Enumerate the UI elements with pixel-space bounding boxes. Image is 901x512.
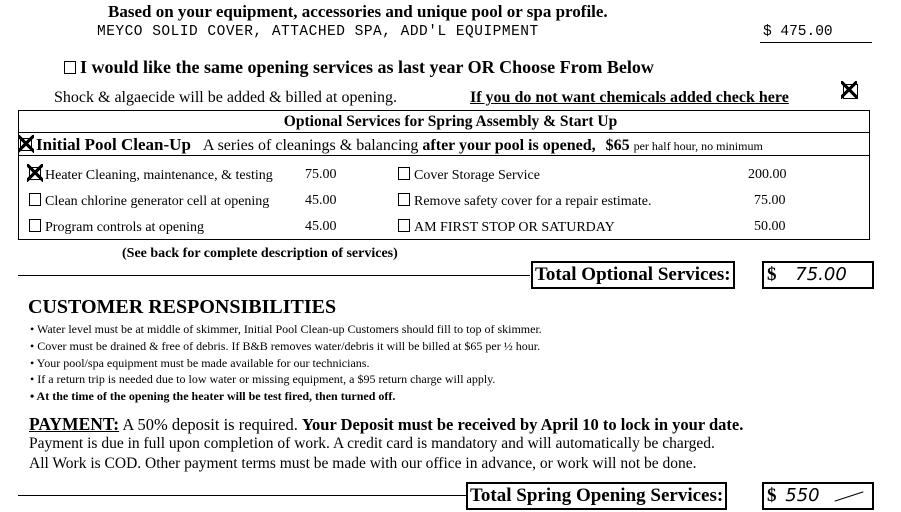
- same-services-row: [64, 57, 654, 78]
- service-item-am-first: [398, 219, 615, 236]
- responsibilities-title: CUSTOMER RESPONSIBILITIES: [28, 296, 337, 318]
- service-label: Heater Cleaning, maintenance, & testing: [45, 168, 273, 183]
- service-price: 45.00: [305, 193, 337, 208]
- service-price: 75.00: [305, 167, 337, 182]
- equipment-line: MEYCO SOLID COVER, ATTACHED SPA, ADD'L EQUIPMENT: [97, 24, 539, 40]
- or-label: OR: [467, 57, 495, 77]
- choose-label: Choose From Below: [499, 57, 654, 77]
- responsibility-item: • Water level must be at middle of skimmer, Initial Pool Clean-up Customers should fill to top of skimmer.: [30, 322, 542, 336]
- cleanup-note: per half hour, no minimum: [633, 139, 763, 153]
- payment-line-3: All Work is COD. Other payment terms must be made with our office in advance, or work will not be done.: [29, 455, 697, 472]
- service-price: 45.00: [305, 219, 337, 234]
- total-spring-prefix: $: [767, 485, 777, 506]
- payment-label: PAYMENT:: [29, 414, 120, 434]
- payment-deadline: Your Deposit must be received by April 10 to lock in your date.: [301, 415, 744, 434]
- service-price: 200.00: [748, 167, 787, 182]
- chemicals-optout-checkbox[interactable]: [843, 84, 862, 103]
- chemicals-text: Shock & algaecide will be added & billed at opening.: [54, 89, 398, 106]
- same-services-checkbox[interactable]: [64, 61, 76, 74]
- service-item-heater: [29, 167, 273, 184]
- service-label: Program controls at opening: [45, 220, 205, 235]
- cleanup-title: Initial Pool Clean-Up: [36, 135, 191, 154]
- total-spring-label: Total Spring Opening Services:: [466, 482, 727, 510]
- responsibility-item: • At the time of the opening the heater will be test fired, then turned off.: [30, 389, 396, 404]
- service-label: Clean chlorine generator cell at opening: [45, 194, 270, 209]
- total-optional-field[interactable]: [762, 261, 874, 289]
- total-spring-field[interactable]: [762, 482, 874, 510]
- service-label: Cover Storage Service: [414, 168, 540, 183]
- handwritten-dash: [835, 491, 864, 501]
- total-optional-value: 75.00: [795, 264, 847, 285]
- safety-cover-checkbox[interactable]: [398, 193, 410, 206]
- chlorine-checkbox[interactable]: [29, 193, 41, 206]
- responsibility-item: • If a return trip is needed due to low water or missing equipment, a $95 return charge will apply.: [30, 372, 496, 387]
- payment-line-2: Payment is due in full upon completion of work. A credit card is mandatory and will automatically be charged.: [29, 435, 715, 452]
- payment-line-1: [29, 414, 743, 435]
- optional-header: Optional Services for Spring Assembly & Start Up: [283, 113, 618, 130]
- cleanup-checkbox[interactable]: [20, 138, 32, 151]
- service-item-program: [29, 219, 204, 236]
- total-optional-label: Total Optional Services:: [531, 261, 735, 289]
- cleanup-row: [20, 135, 763, 155]
- service-label: Remove safety cover for a repair estimate.: [414, 194, 652, 209]
- service-item-chlorine: [29, 193, 269, 210]
- profile-line: Based on your equipment, accessories and unique pool or spa profile.: [108, 2, 608, 21]
- service-item-cover-storage: [398, 167, 540, 184]
- responsibility-item: • Cover must be drained & free of debris. If B&B removes water/debris it will be billed at $65 per ½ hour.: [30, 338, 541, 353]
- service-item-safety-cover: [398, 193, 652, 210]
- service-price: 75.00: [754, 193, 786, 208]
- heater-checkbox[interactable]: [29, 167, 41, 180]
- payment-deposit: A 50% deposit is required.: [122, 415, 298, 434]
- chemicals-optout: If you do not want chemicals added check here: [470, 89, 789, 106]
- base-price: $ 475.00: [763, 24, 833, 40]
- service-label: AM FIRST STOP OR SATURDAY: [414, 220, 615, 235]
- responsibility-item: • Your pool/spa equipment must be made available for our technicians.: [30, 355, 370, 370]
- same-services-label: I would like the same opening services as last year: [80, 57, 464, 77]
- total-spring-value: 550: [785, 485, 820, 506]
- cleanup-desc: A series of cleanings & balancing: [202, 137, 419, 154]
- cleanup-price: $65: [605, 137, 630, 154]
- cleanup-bold: after your pool is opened,: [422, 137, 596, 154]
- total-optional-prefix: $: [767, 264, 777, 285]
- cover-storage-checkbox[interactable]: [398, 167, 410, 180]
- am-first-checkbox[interactable]: [398, 219, 410, 232]
- service-price: 50.00: [754, 219, 786, 234]
- program-checkbox[interactable]: [29, 219, 41, 232]
- see-back-note: (See back for complete description of services): [122, 246, 398, 261]
- responsibilities-list: [30, 321, 542, 405]
